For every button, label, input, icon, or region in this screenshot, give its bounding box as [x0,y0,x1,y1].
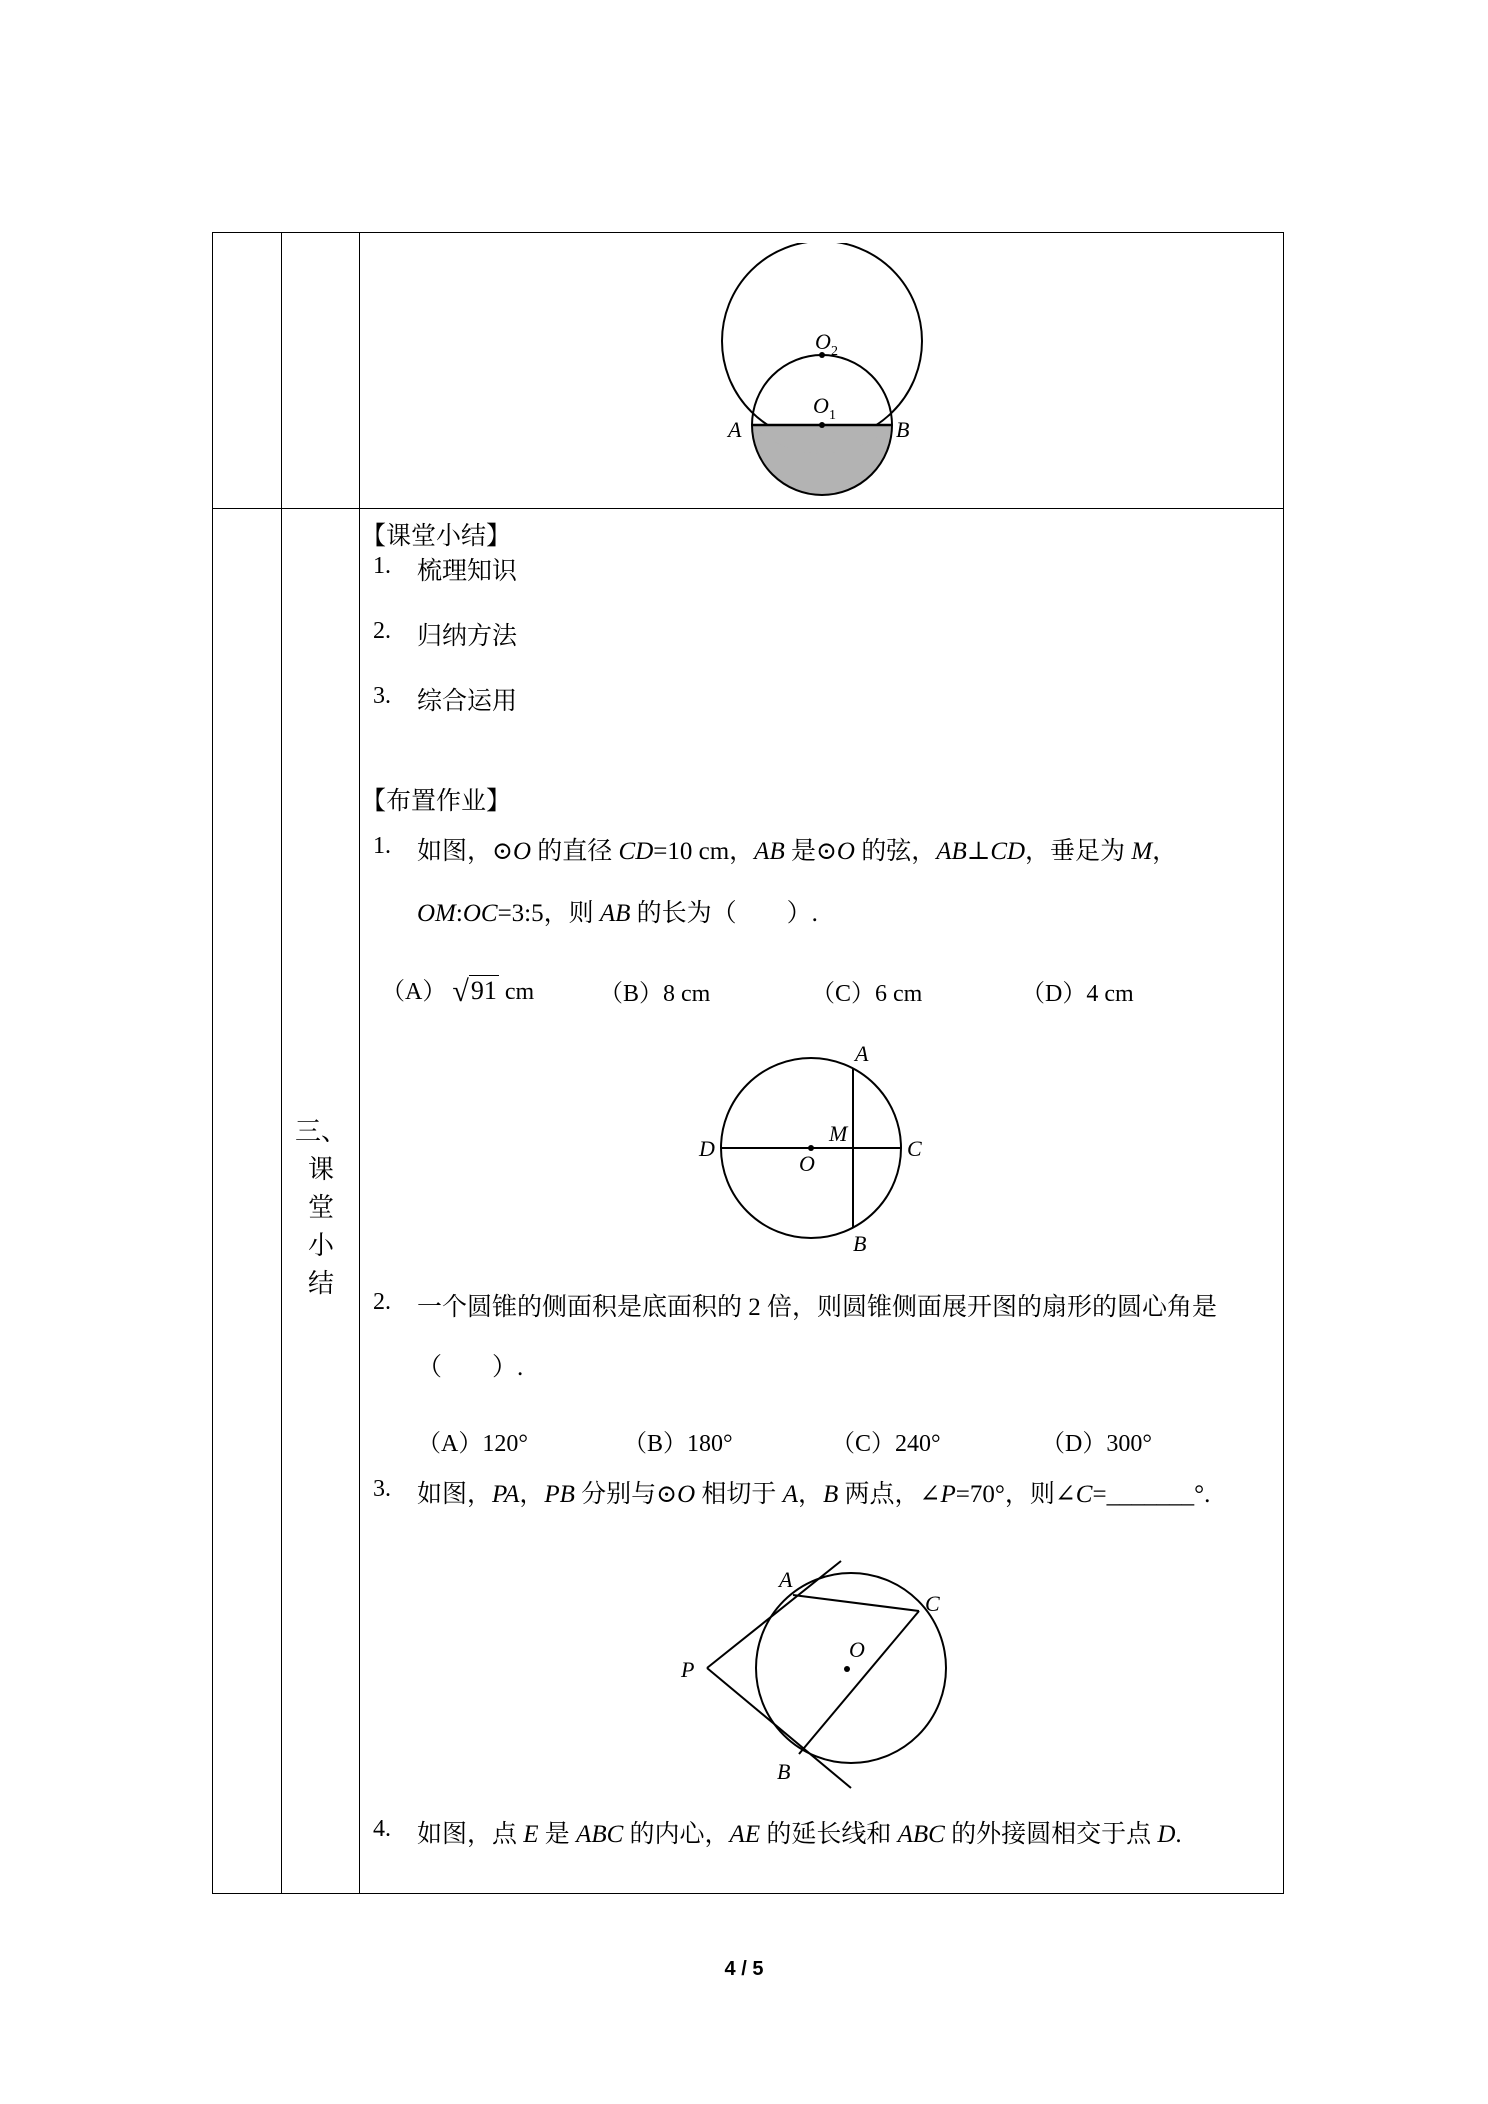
summary-item-text: 归纳方法 [417,623,518,650]
summary-heading: 【课堂小结】 [361,523,512,550]
two-circles-figure [701,243,941,503]
text-run: 是⊙ [784,838,837,865]
text-run: 的弦， [854,838,937,865]
text-run: =10 cm， [653,838,755,865]
question-number: 3. [373,1476,391,1502]
section-label-part: 三、 [294,1117,347,1146]
text-run: 的内心， [623,1821,730,1848]
summary-item-number: 3. [373,683,391,709]
page-number: 4 / 5 [724,1958,764,1980]
label-b: B [777,1759,791,1784]
q2-option-a: （A）120° [417,1431,528,1457]
summary-item-text: 梳理知识 [417,558,518,585]
math-variable: AB [754,838,785,865]
summary-item-number: 1. [373,553,391,579]
text-run: 的延长线和 [760,1821,898,1848]
point-o1 [819,422,825,428]
q2-option-c: （C）240° [831,1431,941,1457]
section-label-part: 课 [307,1155,334,1184]
question-2-line-1: 一个圆锥的侧面积是底面积的 2 倍，则圆锥侧面展开图的扇形的圆心角是 [417,1294,1218,1321]
label-o2: O [815,329,831,354]
label-d: D [699,1136,715,1161]
section-label-part: 小 [307,1231,334,1260]
question-number: 1. [373,833,391,859]
sqrt-radicand: 91 [470,976,497,1005]
label-b: B [853,1231,867,1253]
math-variable: PB [544,1481,575,1508]
math-variable: PA [492,1481,520,1508]
question-number: 4. [373,1816,391,1842]
text-run: ，垂足为 [1025,838,1132,865]
question-2-line-2: （ ）. [417,1354,524,1381]
math-variable: AE [729,1821,761,1848]
question-number: 2. [373,1289,391,1315]
text-run: : [455,900,463,927]
label-a: A [779,1567,793,1592]
option-prefix: （A） [381,979,447,1005]
table-column-divider [359,233,360,1893]
tangent-figure [671,1553,961,1793]
label-o1-sub: 1 [829,408,836,423]
text-run: =_______°. [1092,1481,1211,1508]
math-variable: CD [990,838,1026,865]
text-run: 的直径 [531,838,619,865]
math-variable: O [512,838,532,865]
text-run: 相切于 [695,1481,783,1508]
homework-heading: 【布置作业】 [361,788,512,815]
math-variable: AB [936,838,967,865]
tangent-pa [707,1561,841,1668]
math-variable: AB [599,900,631,927]
q2-option-d: （D）300° [1041,1431,1152,1457]
sqrt-symbol: √ [452,975,469,1008]
text-run: ⊥ [966,838,991,865]
math-variable: P [940,1481,956,1508]
math-variable: D [1157,1821,1176,1848]
label-c: C [925,1591,940,1616]
question-1-line-2 [417,893,818,929]
option-unit: cm [504,979,535,1005]
label-p: P [681,1657,695,1682]
text-run: ， [797,1481,823,1508]
math-variable: M [1131,838,1153,865]
label-a: A [855,1043,869,1066]
chord-ac [793,1595,919,1611]
text-run: 如图，⊙ [417,838,513,865]
section-label-part: 结 [307,1269,334,1298]
q1-option-c: （C）6 cm [811,981,923,1007]
math-variable: B [822,1481,839,1508]
math-variable: ABC [897,1821,945,1848]
circle-chord-figure [681,1043,941,1253]
summary-item-number: 2. [373,618,391,644]
text-run: 如图，点 [417,1821,524,1848]
q1-option-a [381,971,534,1007]
text-run: 分别与⊙ [574,1481,678,1508]
text-run: ， [519,1481,545,1508]
label-o: O [849,1637,865,1662]
table-column-divider [281,233,282,1893]
content-column [361,233,1283,1893]
math-variable: C [1075,1481,1093,1508]
label-o1: O [813,393,829,418]
math-variable: O [836,838,855,865]
label-b: B [896,417,910,442]
math-variable: OM [417,900,456,927]
math-variable: A [782,1481,798,1508]
label-o: O [799,1151,815,1176]
question-1-line-1 [417,831,1177,867]
text-run: . [1175,1821,1182,1848]
label-m: M [829,1121,848,1146]
text-run: 两点，∠ [838,1481,941,1508]
q1-option-d: （D）4 cm [1021,981,1134,1007]
text-run: 的外接圆相交于点 [944,1821,1158,1848]
label-a: A [728,417,742,442]
math-variable: E [523,1821,539,1848]
question-4-line-1 [417,1814,1182,1850]
q2-option-b: （B）180° [623,1431,733,1457]
math-variable: OC [462,900,498,927]
lesson-table [212,232,1284,1894]
label-c: C [907,1136,922,1161]
chord-bc [799,1611,919,1754]
question-3-line-1 [417,1474,1210,1510]
label-o2-sub: 2 [831,344,838,359]
math-variable: CD [618,838,654,865]
math-variable: O [677,1481,696,1508]
text-run: 如图， [417,1481,493,1508]
center-point [844,1666,850,1672]
text-run: =70°，则∠ [955,1481,1076,1508]
text-run: 的长为（ ）. [630,900,818,927]
math-variable: ABC [576,1821,624,1848]
text-run: ， [1152,838,1178,865]
section-label-part: 堂 [307,1193,334,1222]
summary-item-text: 综合运用 [417,688,518,715]
q1-option-b: （B）8 cm [599,981,711,1007]
section-label [283,1113,359,1303]
text-run: =3:5，则 [497,900,600,927]
text-run: 是 [538,1821,577,1848]
